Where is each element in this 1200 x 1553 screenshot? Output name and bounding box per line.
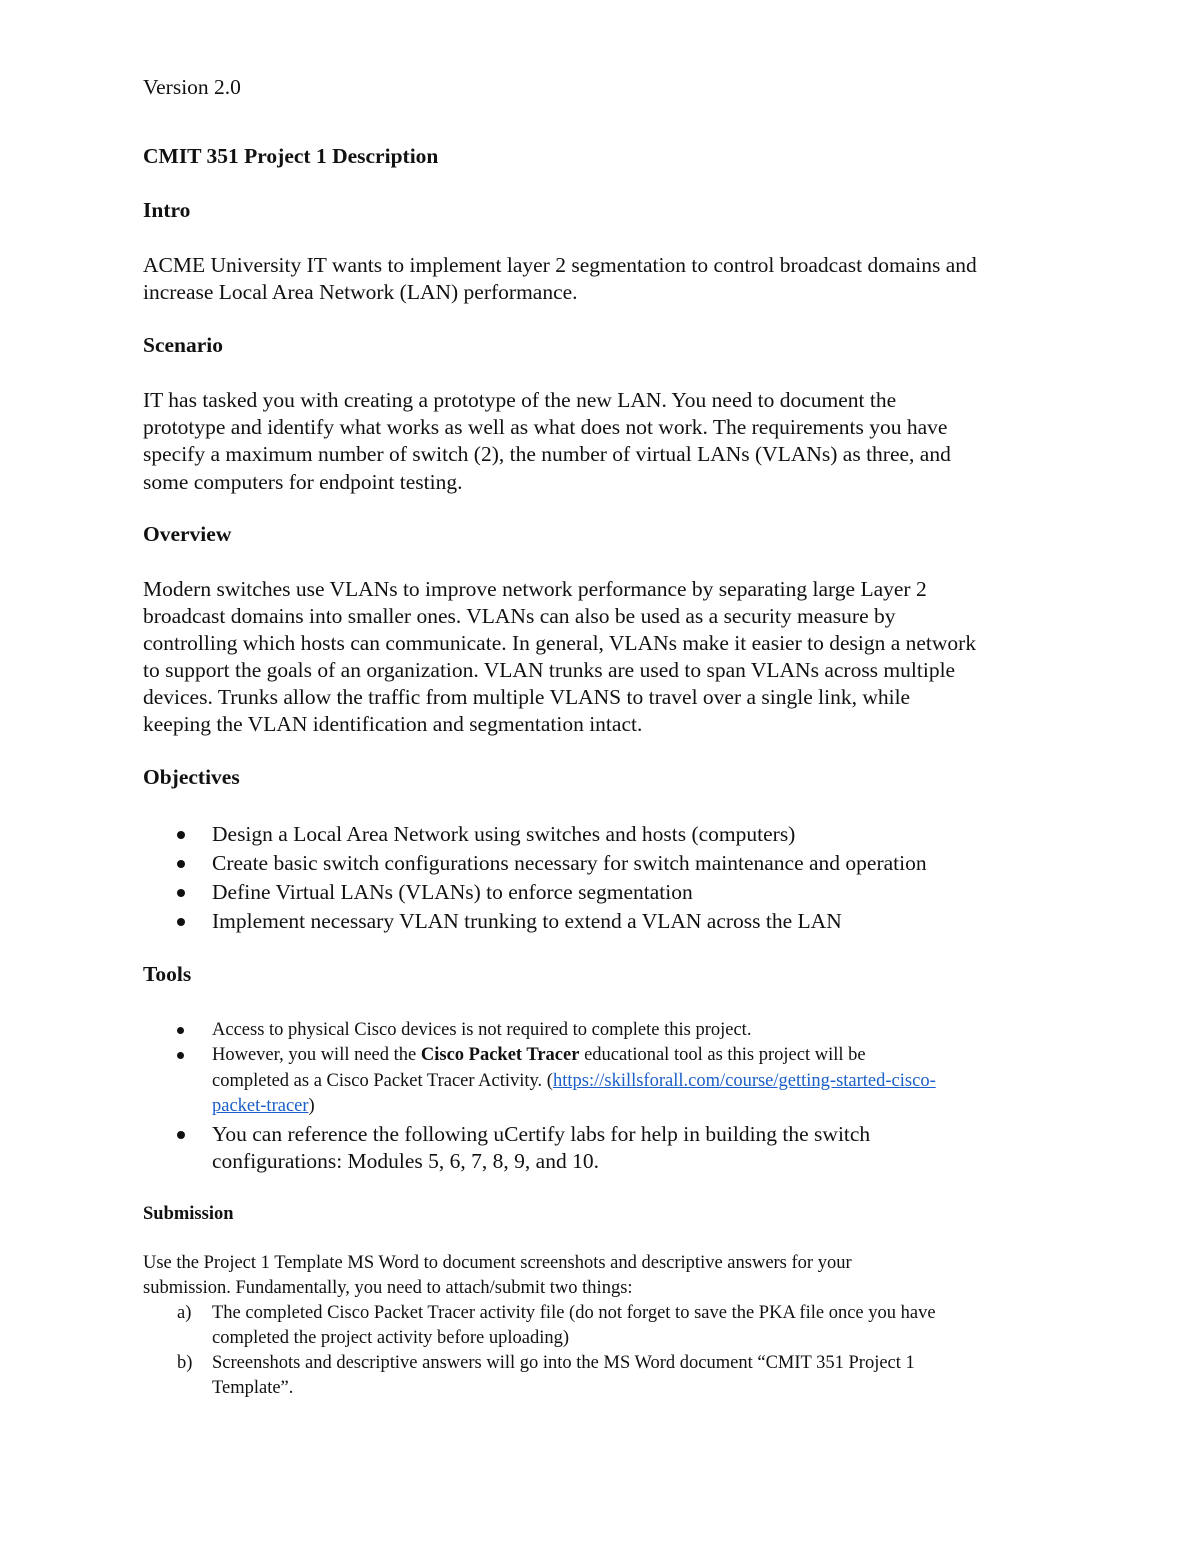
bullet-icon — [177, 918, 185, 926]
scenario-heading: Scenario — [143, 333, 224, 357]
bullet-icon — [177, 860, 185, 868]
tools-item-3-line-2: configurations: Modules 5, 6, 7, 8, 9, and 10. — [212, 1149, 599, 1173]
submission-item-b-line-2: Template”. — [212, 1378, 294, 1398]
overview-line-6: keeping the VLAN identification and segmentation intact. — [143, 712, 643, 736]
submission-item-a-marker: a) — [177, 1303, 192, 1323]
objective-item-4: Implement necessary VLAN trunking to extend a VLAN across the LAN — [212, 909, 842, 933]
tools-item-2-line-3 — [212, 1094, 315, 1119]
overview-line-2: broadcast domains into smaller ones. VLANs can also be used as a security measure by — [143, 604, 896, 628]
scenario-line-1: IT has tasked you with creating a prototype of the new LAN. You need to document the — [143, 388, 897, 412]
bullet-icon — [177, 1052, 184, 1059]
overview-line-5: devices. Trunks allow the traffic from multiple VLANS to travel over a single link, while — [143, 685, 911, 709]
intro-heading: Intro — [143, 198, 191, 222]
submission-item-a-line-1: The completed Cisco Packet Tracer activity file (do not forget to save the PKA file once you have — [212, 1303, 936, 1323]
objective-item-3: Define Virtual LANs (VLANs) to enforce segmentation — [212, 880, 693, 904]
intro-line-1: ACME University IT wants to implement layer 2 segmentation to control broadcast domains and — [143, 253, 977, 277]
submission-heading: Submission — [143, 1204, 234, 1224]
bullet-icon — [177, 889, 185, 897]
tools-item-2-line-2 — [212, 1069, 936, 1094]
intro-line-2: increase Local Area Network (LAN) performance. — [143, 280, 578, 304]
tools-item-2-line-2-pre: completed as a Cisco Packet Tracer Activity. ( — [212, 1071, 553, 1091]
tools-item-3-line-1: You can reference the following uCertify labs for help in building the switch — [212, 1122, 871, 1146]
cisco-packet-tracer-bold: Cisco Packet Tracer — [420, 1045, 580, 1065]
tools-item-1: Access to physical Cisco devices is not required to complete this project. — [212, 1020, 752, 1040]
tools-heading: Tools — [143, 962, 192, 986]
submission-item-a-line-2: completed the project activity before uploading) — [212, 1328, 570, 1348]
submission-item-b-line-1: Screenshots and descriptive answers will go into the MS Word document “CMIT 351 Project 1 — [212, 1353, 915, 1373]
overview-heading: Overview — [143, 522, 232, 546]
tools-item-2-pre: However, you will need the — [212, 1045, 421, 1065]
submission-line-2: submission. Fundamentally, you need to attach/submit two things: — [143, 1278, 633, 1298]
submission-item-b-marker: b) — [177, 1353, 193, 1373]
overview-line-4: to support the goals of an organization. VLAN trunks are used to span VLANs across multiple — [143, 658, 956, 682]
page-title: CMIT 351 Project 1 Description — [143, 144, 439, 168]
scenario-line-3: specify a maximum number of switch (2), the number of virtual LANs (VLANs) as three, and — [143, 442, 951, 466]
objective-item-2: Create basic switch configurations necessary for switch maintenance and operation — [212, 851, 927, 875]
packet-tracer-link[interactable]: https://skillsforall.com/course/getting-started-cisco- — [552, 1071, 936, 1091]
version-label: Version 2.0 — [143, 75, 241, 99]
tools-item-2-close: ) — [308, 1096, 315, 1116]
bullet-icon — [177, 831, 185, 839]
objective-item-1: Design a Local Area Network using switches and hosts (computers) — [212, 822, 796, 846]
objectives-heading: Objectives — [143, 765, 240, 789]
overview-line-3: controlling which hosts can communicate. In general, VLANs make it easier to design a network — [143, 631, 977, 655]
tools-item-2-post: educational tool as this project will be — [579, 1045, 866, 1065]
overview-line-1: Modern switches use VLANs to improve network performance by separating large Layer 2 — [143, 577, 927, 601]
scenario-line-2: prototype and identify what works as well as what does not work. The requirements you have — [143, 415, 948, 439]
bullet-icon — [177, 1131, 185, 1139]
submission-line-1: Use the Project 1 Template MS Word to document screenshots and descriptive answers for your — [143, 1253, 852, 1273]
packet-tracer-link-continued[interactable]: packet-tracer — [212, 1096, 309, 1116]
bullet-icon — [177, 1027, 184, 1034]
tools-item-2-line-1 — [212, 1043, 866, 1068]
scenario-line-4: some computers for endpoint testing. — [143, 470, 463, 494]
